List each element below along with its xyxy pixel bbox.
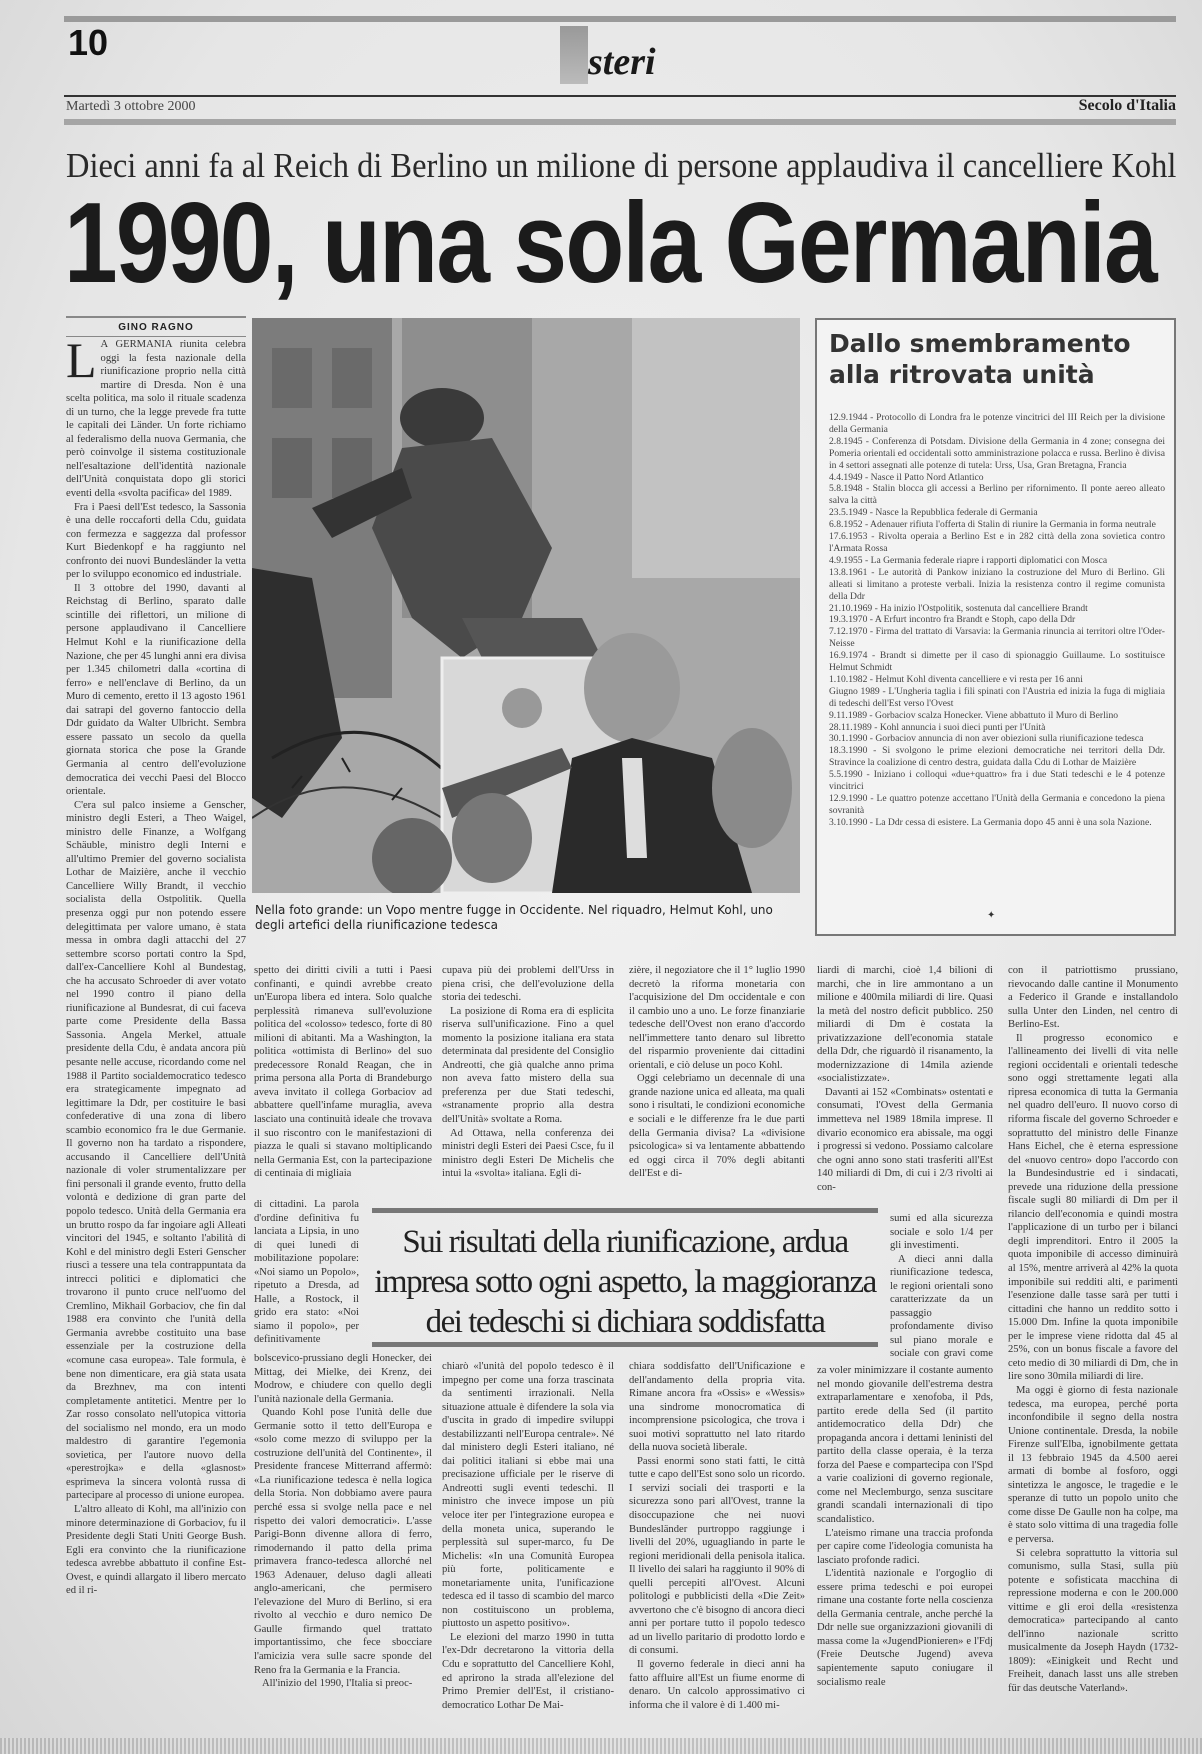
drop-cap: L — [66, 338, 97, 388]
timeline-date: 23.5.1949 — [829, 507, 868, 519]
article-paragraph: zière, il negoziatore che il 1° luglio 1990 decretò la riforma monetaria con l'acquisizione del Dm occidentale e con il cambio uno a uno. Le forze finanziarie tedesche dell'Ovest non erano d'accordo nell'immettere tanto denaro sul libretto del risparmio proveniente dai cittadini orientali, e ciò deluse un poco Kohl. — [629, 965, 805, 1071]
timeline-text: Gorbaciov scalza Honecker. Viene abbattuto il Muro di Berlino — [875, 709, 1119, 721]
timeline-date: 1.10.1982 — [829, 673, 868, 685]
article-paragraph: Davanti ai 152 «Combinats» ostentati e consumati, l'Ovest della Germania immetteva nel 1989 18mila imprese. Il divario economico era abissale, ma oggi i progressi si vedono. Possiamo calcolare che ogni anno sono stati trasferiti all'Est 140 miliardi di Dm, di cui i 2/3 rivolti ai con- — [817, 1086, 993, 1193]
timeline-separator: - — [867, 733, 876, 745]
timeline-date: 13.8.1961 — [829, 566, 868, 578]
article-paragraph: bolscevico-prussiano degli Honecker, dei Mittag, dei Mielke, dei Krenz, dei Modrow, e chiudere con quello degli l'unità nazionale della Germania. — [254, 1353, 432, 1405]
timeline-separator: - — [867, 531, 879, 543]
timeline-entry — [829, 722, 1165, 734]
timeline-separator: - — [867, 673, 876, 685]
timeline-date: 7.12.1970 — [829, 626, 868, 638]
article-column-6 — [1008, 964, 1178, 1718]
article-paragraph: spetto dei diritti civili a tutti i Paesi confinanti, e quindi avrebbe creato un'Europa libera ed intera. Solo qualche perplessità rimaneva sull'evoluzione politica del «colosso» tedesco, forte di 80 milioni di abitanti. Ma a Washington, la politica «ottimista di Berlino» del suo predecessore Ronald Reagan, che in prima persona alla Porta di Brandeburgo aveva invitato il collega Gorbaciov ad abbattere quell'infame muraglia, aveva lasciato una continuità ideale che trovava il suo riscontro con le manifestazioni di piazza le quali si stavano moltiplicando nella Germania Est, con la partecipazione di centinaia di migliaia — [254, 965, 432, 1180]
timeline-text: Protocollo di Londra fra le potenze vincitrici del III Reich per la divisione della Germania — [829, 412, 1165, 435]
timeline-separator: - — [862, 554, 871, 566]
timeline-date: 21.10.1969 — [829, 602, 873, 614]
timeline-date: 9.11.1989 — [829, 709, 868, 721]
pull-quote-line-1: Sui risultati della riunificazione, ardua — [402, 1224, 848, 1260]
timeline-text: Rivolta operaia a Berlino Est e in 282 città della zona sovietica contro l'Armata Rossa — [829, 531, 1165, 554]
article-column-2-mid — [254, 1198, 359, 1348]
article-paragraph: All'inizio del 1990, l'Italia si preoc- — [262, 1678, 413, 1690]
timeline-entry — [829, 817, 1165, 829]
section-initial-block — [560, 26, 588, 84]
timeline-separator: - — [871, 721, 880, 733]
article-column-5-top — [817, 964, 993, 1210]
masthead-thick-rule — [64, 119, 1176, 125]
timeline-separator: - — [867, 507, 876, 519]
timeline-entry — [829, 567, 1165, 603]
article-paragraph: sumi ed alla sicurezza sociale e solo 1/4 per gli investimenti. — [890, 1213, 993, 1252]
photo-vopo-jumping-barbed-wire — [252, 318, 800, 893]
timeline-date: 3.10.1990 — [829, 816, 868, 828]
timeline-entry — [829, 436, 1165, 472]
timeline-text: Conferenza di Potsdam. Divisione della Germania in 4 zone; consegna dei Pomeria orientali ed occidentali sotto amministrazione polacca e russa. Berlino è divisa in 4 settori assegnati alle potenze di tutela: Urss, Usa, Gran Bretagna, Francia — [829, 435, 1165, 471]
article-paragraph: chiarò «l'unità del popolo tedesco è il impegno per come una forza trascinata da sentimenti irrazionali. Nella situazione attuale è difendere la sola via d'uscita in grado di impedire sviluppi destabilizzanti nell'Europa centrale». Né dal ministero degli Esteri italiano, né dai politici italiani si ebbe mai una precisazione ufficiale per le riserve di Andreotti sugli eventi tedeschi. Il ministro che invece impose un più veloce iter per l'integrazione europea e della moneta unica, superando le perplessità sul super-marco, fu De Michelis: «In una Comunità Europea più forte, politicamente e monetariamente unita, l'unificazione tedesca ed il tasso di scambio del marco non costituiscono un problema, piuttosto un aspetto positivo». — [442, 1361, 614, 1630]
timeline-separator: - — [862, 519, 871, 531]
timeline-entry — [829, 555, 1165, 567]
timeline-list — [829, 412, 1165, 829]
article-paragraph: Il governo federale in dieci anni ha fatto affluire all'Est un fiume enorme di denaro. Un calcolo approssimativo ci informa che il valore è di 1.400 mi- — [629, 1659, 805, 1711]
article-paragraph: cupava più dei problemi dell'Urss in piena crisi, che dell'evoluzione della storia dei tedeschi. — [442, 965, 614, 1004]
pull-quote — [372, 1208, 878, 1348]
article-paragraph: Fra i Paesi dell'Est tedesco, la Sassonia è una delle roccaforti della Cdu, guidata con fermezza e saggezza dal professor Kurt Biedenkopf e ha raggiunto nel confronto dei nuovi Bundesländer la vetta per lo sviluppo economico ed industriale. — [66, 501, 246, 581]
timeline-entry — [829, 674, 1165, 686]
main-photo — [252, 318, 800, 893]
timeline-date: 5.5.1990 — [829, 769, 863, 781]
masthead-rule — [64, 95, 1176, 97]
timeline-text: Helmut Kohl diventa cancelliere e vi resta per 16 anni — [875, 673, 1083, 685]
timeline-date: 30.1.1990 — [829, 733, 868, 745]
timeline-date: 12.9.1944 — [829, 412, 868, 423]
timeline-text: L'Ungheria taglia i fili spinati con l'Austria ed inizia la fuga di migliaia di tedeschi dell'Est verso l'Ovest — [829, 685, 1165, 709]
sidebar-title-line-2: alla ritrovata unità — [829, 360, 1095, 389]
article-paragraph: L'identità nazionale e l'orgoglio di essere prima tedeschi e poi europei rimane una costante forte nella coscienza della Germania centrale, anche perché la Ddr nelle sue organizzazioni giovanili di massa come la «JugendPionieren» e l'Fdj (Freie Deutsche Jugend) aveva sapientemente saputo coniugare il socialismo reale — [817, 1568, 993, 1688]
timeline-separator: - — [867, 709, 876, 721]
article-column-3-bottom — [442, 1360, 614, 1718]
kicker-headline: Dieci anni fa al Reich di Berlino un milione di persone applaudiva il cancelliere Kohl — [66, 146, 1177, 185]
timeline-separator: - — [862, 769, 874, 781]
article-paragraph: Il progresso economico e l'allineamento dei livelli di vita nelle regioni occidentali e orientali tedesche sono oggi strettamente legati alla ripresa economica di tutta la Germania nel quadro dell'euro. Il nuovo corso di riforma fiscale del governo Schroeder e soprattutto del ministro delle Finanze Hans Eichel, che è eterna espressione del «nuovo centro» dopo l'accordo con la Bundesindustrie ed i sindacati, prevede una riduzione della pressione fiscale sugli 80 miliardi di Dm per il rilancio dell'economia e quindi mostra l'applicazione di un turbo per i bilanci degli imprenditori. Entro il 2005 la quota imponibile di accesso diminuirà al 15%, mentre arriverà al 42% la quota imponibile sui redditi alti, e parimenti l'esenzione dalle tasse sarà per tutti i cittadini che hanno un reddito sotto i 15.000 Dm. Infine la quota imponibile per le imprese viene ridotta dal 45 al 25%, con un bonus fiscale a favore del ceto medio di 30 miliardi di Dm, che in lire sono 30mila miliardi di lire. — [1008, 1032, 1178, 1383]
timeline-text: Si svolgono le prime elezioni democratiche nei territori della Ddr. Stravince la coalizione di centro destra, guidata dalla Cdu di Lothar de Maizière — [829, 745, 1165, 769]
timeline-entry — [829, 686, 1165, 710]
timeline-entry — [829, 733, 1165, 745]
timeline-entry — [829, 483, 1165, 507]
timeline-separator: - — [867, 816, 876, 828]
timeline-text: A Erfurt incontro fra Brandt e Stoph, capo della Ddr — [874, 614, 1076, 626]
pull-quote-text — [372, 1222, 878, 1342]
timeline-separator: - — [862, 435, 873, 447]
article-paragraph: A dieci anni dalla riunificazione tedesca, le regioni orientali sono caratterizzate da un passaggio profondamente diviso sul piano morale e sociale con gravi come — [890, 1253, 993, 1360]
article-paragraph: Il 3 ottobre del 1990, davanti al Reichstag di Berlino, sparato dalle scintille dei riflettori, un milione di persone applaudivano il Cancelliere Helmut Kohl e la riunificazione della Nazione, che per 45 lunghi anni era divisa per 1.345 chilometri dalla «cortina di ferro» e nell'enclave di Berlino, da un Muro di cemento, eretto il 13 agosto 1961 dai satrapi del governo fantoccio della Ddr guidato da Walter Ulbricht. Sembra essere passato un secolo da quella giornata storica che pose la Grande Germania al centro dell'evoluzione democratica dei vecchi Paesi del Blocco orientale. — [66, 582, 246, 798]
timeline-separator: - — [862, 483, 873, 495]
timeline-separator: - — [867, 745, 883, 757]
article-paragraph: La posizione di Roma era di esplicita riserva sull'unificazione. Fino a quel momento la posizione italiana era stata determinata dal presidente del Consiglio Andreotti, che già qualche anno prima non aveva fatto mistero della sua preferenza per due Stati tedeschi, «stranamente proprio alla destra dell'Unità» svoltate a Roma. — [442, 1005, 614, 1126]
timeline-text: Gorbaciov annuncia di non aver obiezioni sulla riunificazione tedesca — [875, 733, 1144, 745]
article-paragraph: liardi di marchi, cioè 1,4 bilioni di marchi, che in lire ammontano a un milione e 400mila miliardi di lire. Quasi la metà del nostro deficit pubblico. 250 miliardi di Dm è costata la privatizzazione dell'economia statale della Ddr, che riguardò il risanamento, la modernizzazione di 14mila aziende «socialistizzate». — [817, 965, 993, 1085]
scan-edge — [0, 1738, 1202, 1754]
article-paragraph: za voler minimizzare il costante aumento nel mondo giovanile dell'estrema destra extraparlamentare e xenofoba, il Pds, partito erede della Sed (il partito antidemocratico della Ddr) che propaganda ancora i dettami leninisti del partito della classe operaia, è la terza forza del Paese e compartecipa con l'Spd a varie coalizioni di governo regionale, come nel Meclemburgo, senza suscitare grandi scandali internazionali di tipo scandalistico. — [817, 1365, 993, 1526]
article-paragraph: con il patriottismo prussiano, rievocando dalle cantine il Monumento a Federico il Grande e installandolo sulla Unter den Linden, nel centro di Berlino-Est. — [1008, 965, 1178, 1031]
article-column-2-top — [254, 964, 432, 1198]
article-paragraph: L'altro alleato di Kohl, ma all'inizio con minore determinazione di Gorbaciov, fu il Presidente degli Stati Uniti George Bush. Egli era convinto che la riunificazione tedesca avrebbe abbattuto il confine Est-Ovest, e quindi allargato il libero mercato ed il ri- — [66, 1504, 246, 1597]
timeline-text: Brandt si dimette per il caso di spionaggio Guillaume. Lo sostituisce Helmut Schmidt — [829, 650, 1165, 674]
sidebar-title — [829, 328, 1131, 390]
article-paragraph: Oggi celebriamo un decennale di una grande nazione unica ed alleata, ma quali sono i risultati, le condizioni economiche e sociali e le differenze fra le due parti della Germania divisa? La «divisione psicologica» si va lentamente abbattendo ed oggi circa il 70% degli abitanti dell'Est e di- — [629, 1073, 805, 1180]
article-column-2-bottom — [254, 1352, 432, 1718]
timeline-text: Ha inizio l'Ostpolitik, sostenuta dal cancelliere Brandt — [880, 602, 1088, 614]
timeline-date: 17.6.1953 — [829, 531, 868, 543]
article-paragraph: di cittadini. La parola d'ordine definitiva fu lanciata a Lipsia, in uno di quei lunedì di mobilitazione popolare: «Noi siamo un Popolo», ripetuto a Dresda, ad Halle, a Rostock, il grido era stato: «Noi siamo il popolo», per definitivamente — [254, 1199, 359, 1346]
page-number: 10 — [68, 22, 109, 63]
timeline-sidebar — [815, 318, 1176, 936]
timeline-entry — [829, 769, 1165, 793]
timeline-text: Nasce la Repubblica federale di Germania — [875, 507, 1038, 519]
article-paragraph: A GERMANIA riunita celebra oggi la festa nazionale della riunificazione proprio nella città martire di Dresda. Non è una scelta politica, ma solo il rituale scadenza di un turno, che la legge prevede fra tutte le capitali dei Länder. Un forte richiamo al federalismo della nuova Germania, che però coinvolge il sistema costituzionale nell'esaltazione dell'identità nazionale dell'Unità conquistata dopo gli storici eventi della «svolta pacifica» del 1989. — [66, 339, 246, 500]
article-paragraph: Passi enormi sono stati fatti, le città tutte e capo dell'Est sono solo un ricordo. I servizi sociali dei trasporti e la sicurezza sono pari all'Ovest, tranne la disoccupazione che nei nuovi Bundesländer purtroppo raggiunge i livelli del 20%, uguagliando in parte le regioni meridionali della penisola italica. Il livello dei salari ha raggiunto il 90% di quelli percepiti all'Ovest. Alcuni politologi e pubblicisti della «Die Zeit» avvertono che c'è bisogno di ancora dieci anni per portare tutto il popolo tedesco ad un livello paritario di prodotto lordo e di consumi. — [629, 1455, 805, 1657]
timeline-text: Adenauer rifiuta l'offerta di Stalin di riunire la Germania in forma neutrale — [870, 519, 1156, 531]
timeline-separator: - — [867, 566, 879, 578]
timeline-entry — [829, 507, 1165, 519]
timeline-entry — [829, 412, 1165, 436]
timeline-separator: - — [872, 602, 881, 614]
timeline-separator: - — [867, 626, 876, 638]
timeline-text: Nasce il Patto Nord Atlantico — [870, 471, 984, 483]
article-column-4-bottom — [629, 1360, 805, 1718]
article-paragraph: Si celebra soprattutto la vittoria sul comunismo, sulla Stasi, sulla più potente e sofisticata macchina di repressione moderna e con le 200.000 vittime e gli eroi della «resistenza democratica» partecipando al canto dell'inno nazionale scritto musicalmente da Joseph Haydn (1732-1809): «Einigkeit und Recht und Freiheit, danach lasst uns alle streben für das deutsche Vaterland». — [1008, 1547, 1178, 1694]
timeline-entry — [829, 472, 1165, 484]
timeline-entry — [829, 745, 1165, 769]
article-paragraph: Ma oggi è giorno di festa nazionale tedesca, ma europea, perché porta inconfondibile il segno della nostra Unione continentale. Dresda, la nobile Firenze sull'Elba, ignobilmente gettata il 13 febbraio 1945 da 4.500 aerei armati di bombe al fosforo, oggi sintetizza le angosce, le tragedie e le speranze di tutto un popolo unito che come disse De Gaulle non ha colpe, ma è stato solo vittima di una tragedia folle e perversa. — [1008, 1384, 1178, 1545]
timeline-separator: - — [867, 614, 875, 626]
pull-quote-line-2: impresa sotto ogni aspetto, la maggioranza — [374, 1264, 876, 1300]
article-paragraph: chiara soddisfatto dell'Unificazione e dell'andamento della propria vita. Rimane ancora fra «Ossis» e «Wessis» una sindrome monocromatica di incomprensione psicologica, che trova i suoi motivi soprattutto nel lato ritardo della nuova società liberale. — [629, 1361, 805, 1454]
timeline-entry — [829, 519, 1165, 531]
timeline-separator: - — [867, 650, 880, 662]
timeline-entry — [829, 626, 1165, 650]
timeline-date: 5.8.1948 — [829, 483, 863, 495]
timeline-text: La Germania federale riapre i rapporti diplomatici con Mosca — [870, 554, 1108, 566]
end-mark-icon: ✦ — [987, 910, 996, 921]
timeline-date: 6.8.1952 — [829, 519, 863, 531]
timeline-entry — [829, 614, 1165, 626]
timeline-date: 18.3.1990 — [829, 745, 868, 757]
article-paragraph: L'ateismo rimane una traccia profonda per capire come l'ideologia comunista ha lasciato profonde radici. — [817, 1527, 993, 1566]
pull-quote-line-3: dei tedeschi si dichiara soddisfatta — [425, 1304, 825, 1340]
timeline-entry — [829, 603, 1165, 615]
timeline-text: Iniziano i colloqui «due+quattro» fra i due Stati tedeschi e le 4 potenze vincitrici — [829, 769, 1165, 793]
timeline-date: 12.9.1990 — [829, 793, 868, 804]
timeline-entry — [829, 531, 1165, 555]
top-rule — [64, 16, 1176, 22]
main-headline: 1990, una sola Germania — [64, 180, 1156, 307]
article-column-4-top — [629, 964, 805, 1198]
timeline-entry — [829, 650, 1165, 674]
article-paragraph: Ad Ottawa, nella conferenza dei ministri degli Esteri dei Paesi Csce, fu il ministro degli Esteri De Michelis che intuì la «svolta» italiana. Egli di- — [442, 1127, 614, 1180]
timeline-entry — [829, 710, 1165, 722]
article-column-1 — [66, 338, 246, 1718]
timeline-date: 19.3.1970 — [829, 614, 868, 626]
photo-caption: Nella foto grande: un Vopo mentre fugge in Occidente. Nel riquadro, Helmut Kohl, uno degli artefici della riunificazione tedesca — [255, 903, 773, 932]
timeline-date: 2.8.1945 — [829, 435, 863, 447]
timeline-separator: - — [867, 412, 877, 423]
pull-quote-bottom-rule — [372, 1342, 878, 1347]
timeline-text: Stalin blocca gli accessi a Berlino per rifornimento. Il ponte aereo alleato salva la città — [829, 483, 1165, 507]
pull-quote-top-rule — [372, 1208, 878, 1213]
timeline-text: Kohl annuncia i suoi dieci punti per l'Unità — [879, 721, 1046, 733]
sidebar-title-line-1: Dallo smembramento — [829, 329, 1131, 358]
article-column-3-top — [442, 964, 614, 1198]
section-name: steri — [588, 41, 656, 83]
timeline-date: Giugno 1989 — [829, 685, 880, 697]
timeline-entry — [829, 793, 1165, 817]
timeline-separator: - — [862, 471, 871, 483]
timeline-separator: - — [879, 685, 889, 697]
article-paragraph: Le elezioni del marzo 1990 in tutta l'ex-Ddr decretarono la vittoria della Cdu e soprattutto del Cancelliere Kohl, ed aprirono la strada all'elezione del Primo Premier dell'Est, il cristiano-democratico Lothar De Mai- — [442, 1631, 614, 1711]
timeline-date: 28.11.1989 — [829, 721, 872, 733]
timeline-date: 16.9.1974 — [829, 650, 868, 662]
timeline-text: Le autorità di Pankow iniziano la costruzione del Muro di Berlino. Gli alleati si limitano a proteste verbali. Inizia la resistenza contro il regime comunista della Ddr — [829, 566, 1165, 602]
timeline-separator: - — [867, 793, 877, 804]
article-column-5-bottom — [817, 1364, 993, 1718]
timeline-text: Le quattro potenze accettano l'Unità della Germania e concedono la piena sovranità — [829, 793, 1165, 816]
newspaper-name: Secolo d'Italia — [1078, 97, 1176, 114]
article-column-5-mid — [890, 1212, 993, 1362]
article-paragraph: C'era sul palco insieme a Genscher, ministro degli Esteri, a Theo Waigel, ministro delle Finanze, a Wolfgang Schäuble, ministro degli Interni e all'ultimo Premier del governo socialista Lothar de Maizière, anche il vecchio Cancelliere Willy Brandt, il vecchio socialista della Ostpolitik. Quella presenza oggi pur non potendo essere delegittimata per valore umano, è stata messa in ombra dagli attacchi del 27 settembre scorso portati contro la Spd, dall'ex-Cancelliere Kohl al Bundestag, che ha accusato Schroeder di aver votato nel 1990 contro il piano della riunificazione al Bundesrat, di cui faceva parte come Presidente della Bassa Sassonia. Angela Merkel, attuale presidente della Cdu, è andata ancora più pesante nelle accuse, ricordando come nel 1988 il Partito socialdemocratico tedesco era strategicamente impegnato ad legittimare la Ddr, per costituire le basi confederative di una zona di libero scambio economico fra le due Germanie. Il governo non ha tardato a rispondere, accusando il Cancelliere dell'Unità nazionale di voler strumentalizzare per fini personali il grande evento, frutto della volontà e dedizione di gran parte del popolo tedesco. Unità della Germania era un brutto rospo da far ingoiare agli Alleati vincitori del 1945, e soltanto l'abilità di Kohl e del ministro degli Esteri Genscher riuscì a tessere una tela contrappuntata da intrecci politici e diplomatici che trovarono il punto cruce nell'uomo del Cremlino, Mikhail Gorbaciov, che fin dal 1988 era convinto che l'unità della Germania avrebbe costituito una base essenziale per la costruzione della «comune casa europea». Tale formula, è bene non dimenticare, era già stata usata da Brezhnev, ma con intenti completamente antitetici. Mentre per lo Zar rosso consolato nell'utopica vittoria del socialismo nel mondo, era un modo maldestro di garantire l'egemonia sovietica, per l'autore nuovo della «perestrojka» e della «glasnost» esprimeva la sincera volontà russa di partecipare al processo di unione europea. — [66, 799, 246, 1502]
timeline-text: La Ddr cessa di esistere. La Germania dopo 45 anni è una sola Nazione. — [875, 816, 1152, 828]
issue-date: Martedì 3 ottobre 2000 — [66, 99, 196, 114]
byline: GINO RAGNO — [66, 316, 246, 337]
timeline-text: Firma del trattato di Varsavia: la Germania rinuncia ai territori oltre l'Oder-Neisse — [829, 626, 1166, 650]
article-paragraph: Quando Kohl pose l'unità delle due Germanie sotto il tetto dell'Europa e «solo come mezzo di sviluppo per la costruzione dell'unità del Continente», il Presidente francese Mitterrand affermò: «La riunificazione tedesca è nella logica della Storia. Non dobbiamo avere paura perché essa si svolge nella pace e nel rispetto dei valori democratici». L'asse Parigi-Bonn divenne allora di ferro, rimodernando il patto della prima primavera franco-tedesca allorché nel 1963 Adenauer, deluso dagli alleati anglo-americani, che permisero l'elevazione del Muro di Berlino, si era rivolto al vecchio e duro nemico De Gaulle firmando quel trattato importantissimo, che fece sbocciare l'amicizia vera sulle sacre sponde del Reno fra la Germania e la Francia. — [254, 1407, 432, 1676]
timeline-date: 4.9.1955 — [829, 554, 863, 566]
timeline-date: 4.4.1949 — [829, 471, 863, 483]
